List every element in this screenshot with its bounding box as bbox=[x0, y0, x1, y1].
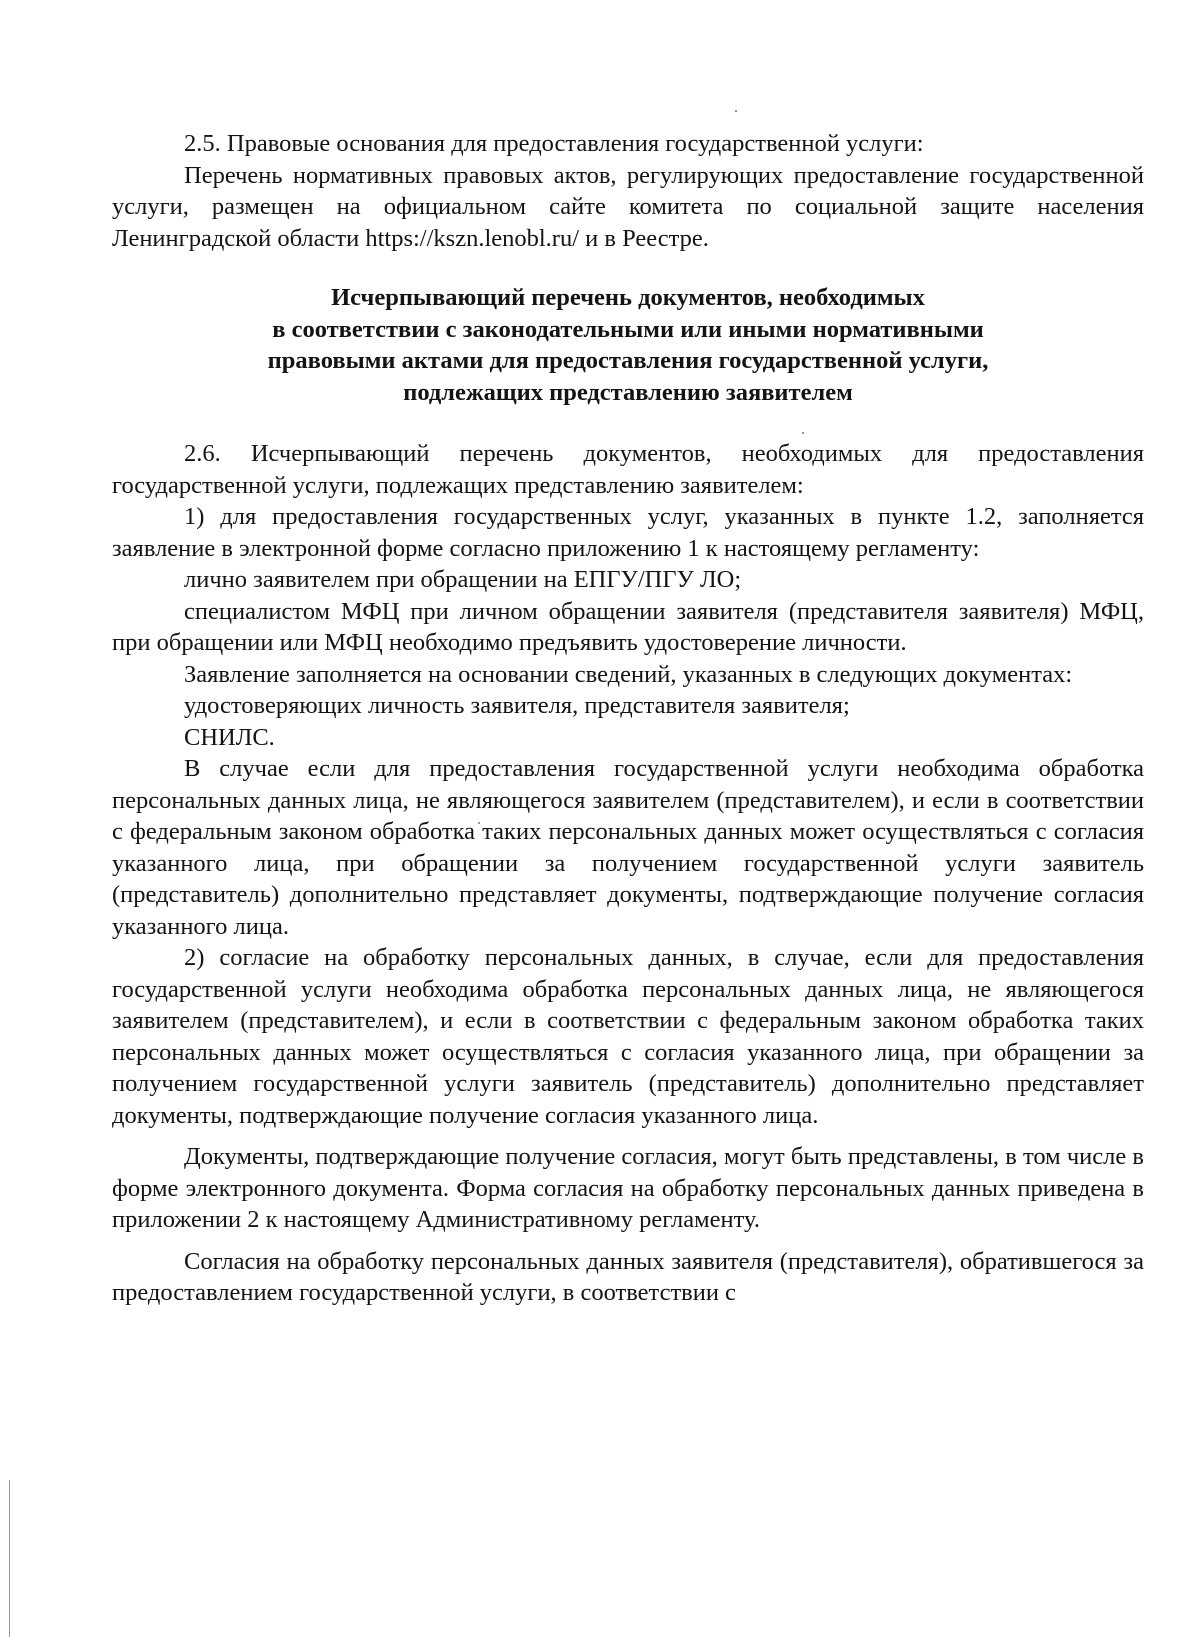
document-body bbox=[112, 128, 1144, 1309]
personal-submission-paragraph: лично заявителем при обращении на ЕПГУ/ПГУ ЛО; bbox=[184, 566, 742, 593]
consent-documents-paragraph: Документы, подтверждающие получение согласия, могут быть представлены, в том числе в форме электронного документа. Форма согласия на обработку персональных данных приведена в приложении 2 к настоящему Административному регламенту. bbox=[112, 1143, 1144, 1233]
mfc-paragraph: специалистом МФЦ при личном обращении заявителя (представителя заявителя) МФЦ, при обращении или МФЦ необходимо предъявить удостоверение личности. bbox=[112, 597, 1144, 656]
item-2-paragraph: 2) согласие на обработку персональных данных, в случае, если для предоставления государственной услуги необходима обработка персональных данных лица, не являющегося заявителем (представителем), и если в соответствии с федеральным законом обработка таких персональных данных может осуществляться с согласия указанного лица, при обращении за получением государственной услуги заявитель (представитель) дополнительно представляет документы, подтверждающие получение согласия указанного лица. bbox=[112, 944, 1144, 1129]
heading-line-1: Исчерпывающий перечень документов, необходимых bbox=[331, 284, 925, 311]
section-heading bbox=[112, 282, 1144, 408]
based-on-paragraph: Заявление заполняется на основании сведений, указанных в следующих документах: bbox=[184, 660, 1073, 688]
scan-edge-line bbox=[9, 1480, 10, 1637]
scan-dot bbox=[735, 110, 737, 112]
heading-line-3: правовыми актами для предоставления государственной услуги, bbox=[267, 347, 989, 374]
section-2-6-intro: 2.6. Исчерпывающий перечень документов, необходимых для предоставления государственной услуги, подлежащих представлению заявителем: bbox=[112, 440, 1144, 499]
item-1-paragraph: 1) для предоставления государственных услуг, указанных в пункте 1.2, заполняется заявление в электронной форме согласно приложению 1 к настоящему регламенту: bbox=[112, 503, 1144, 562]
third-party-case-paragraph: В случае если для предоставления государственной услуги необходима обработка персональных данных лица, не являющегося заявителем (представителем), и если в соответствии с федеральным законом обработка таких персональных данных может осуществляться с согласия указанного лица, при обращении за получением государственной услуги заявитель (представитель) дополнительно представляет документы, подтверждающие получение согласия указанного лица. bbox=[112, 755, 1144, 940]
identity-docs-paragraph: удостоверяющих личность заявителя, представителя заявителя; bbox=[184, 692, 850, 719]
section-2-5-text: Перечень нормативных правовых актов, регулирующих предоставление государственной услуги, размещен на официальном сайте комитета по социальной защите населения Ленинградской области https://kszn.lenobl.ru/ и в Реестре. bbox=[112, 161, 1144, 252]
heading-line-4: подлежащих представлению заявителем bbox=[403, 378, 853, 406]
snils-paragraph: СНИЛС. bbox=[184, 723, 275, 751]
section-2-5-title: 2.5. Правовые основания для предоставления государственной услуги: bbox=[184, 130, 924, 157]
heading-line-2: в соответствии с законодательными или иными нормативными bbox=[272, 315, 984, 343]
consent-applicant-paragraph: Согласия на обработку персональных данных заявителя (представителя), обратившегося за предоставлением государственной услуги, в соответствии с bbox=[112, 1247, 1144, 1306]
